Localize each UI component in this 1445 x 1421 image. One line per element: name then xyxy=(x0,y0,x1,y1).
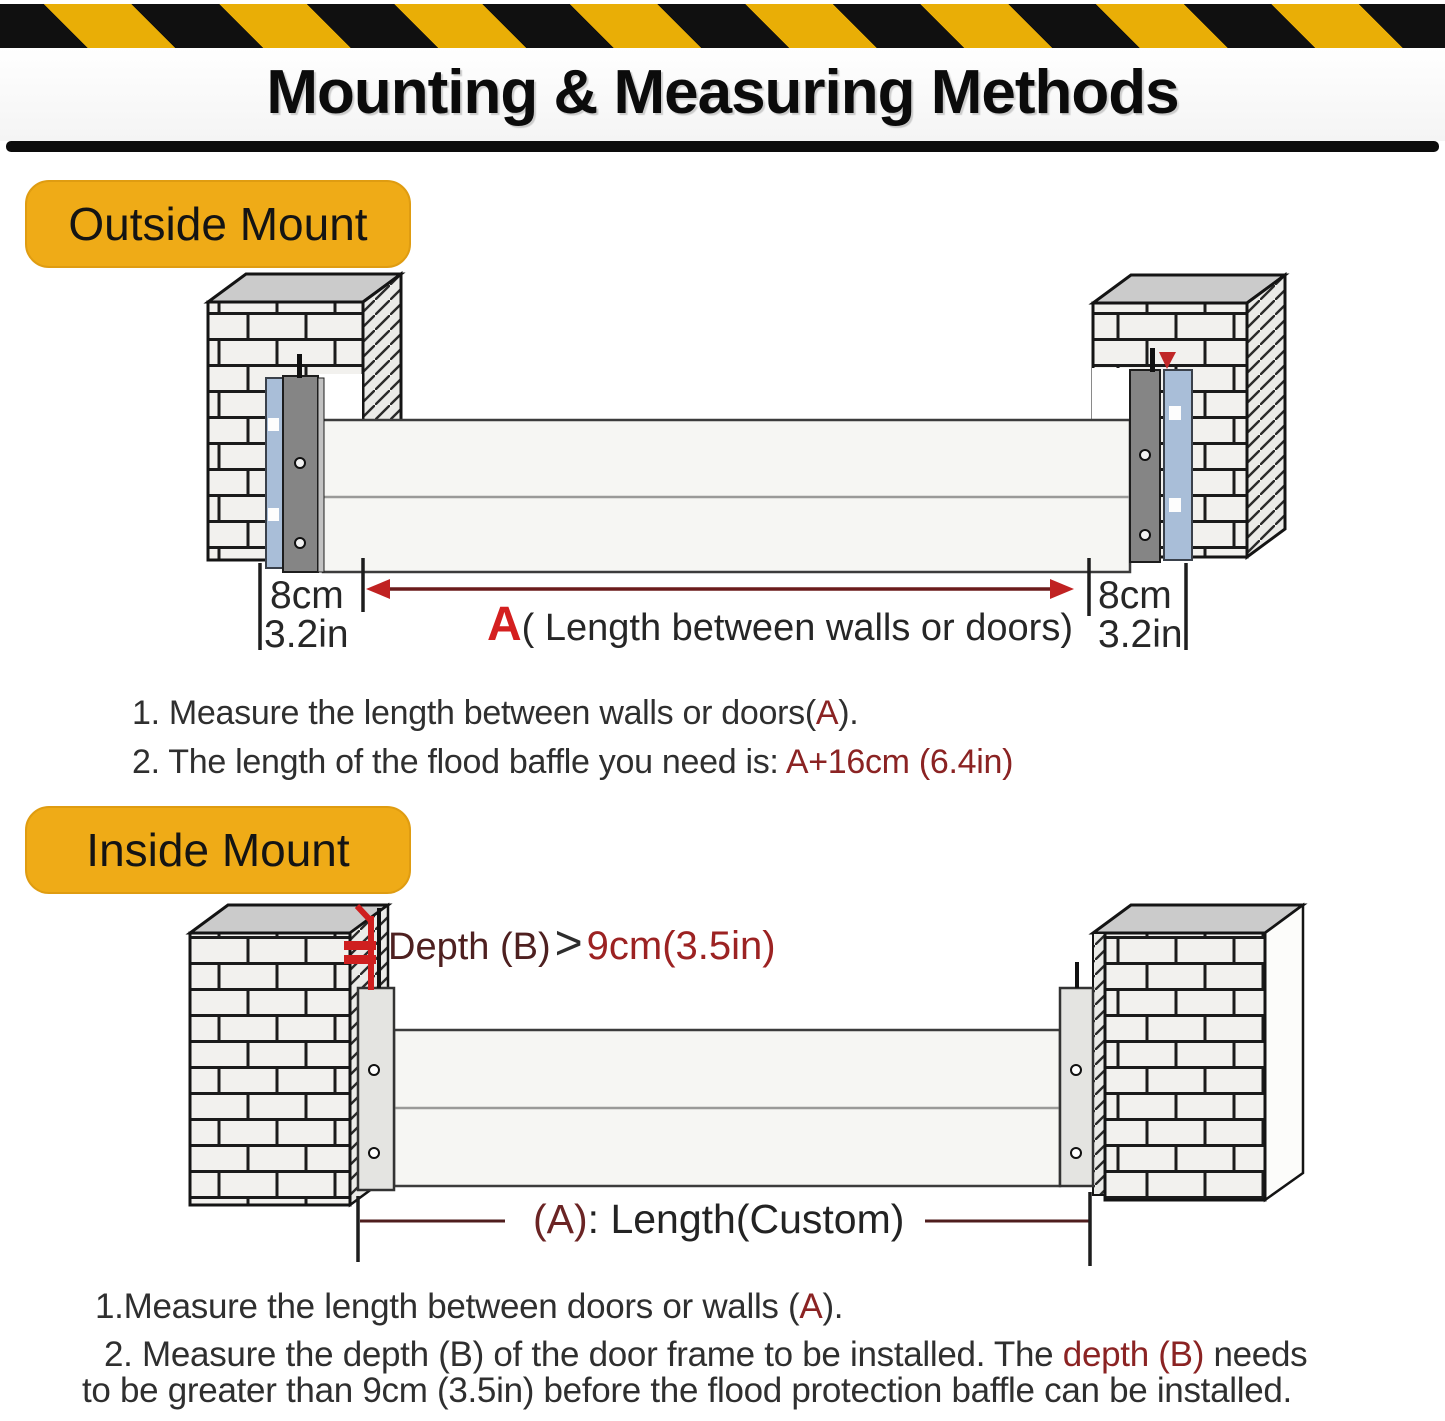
arrowhead-right xyxy=(1050,579,1074,599)
outside-span-label xyxy=(487,597,1073,652)
seal-bolt xyxy=(1169,498,1181,512)
screw-hole xyxy=(1140,530,1150,540)
pillar-front-face xyxy=(190,933,350,1205)
outside-step-2 xyxy=(132,743,1013,782)
screw-hole xyxy=(295,538,305,548)
screw-hole xyxy=(369,1148,379,1158)
inside-mount-label: Inside Mount xyxy=(25,806,411,894)
outside-right-dim-cm: 8cm xyxy=(1098,574,1172,617)
depth-note-value: 9cm(3.5in) xyxy=(586,924,776,968)
screw-hole xyxy=(1071,1148,1081,1158)
depth-note-label: Depth (B) xyxy=(388,926,551,968)
anchor-pin xyxy=(377,908,381,988)
arrowhead-left xyxy=(366,579,390,599)
step-highlight-a: A xyxy=(815,694,839,732)
outside-left-dim-cm: 8cm xyxy=(270,574,344,617)
step-text: 2. Measure the depth (B) of the door frame to be installed. The xyxy=(104,1335,1063,1374)
anchor-pin xyxy=(1075,962,1079,988)
span-label-text: : Length(Custom) xyxy=(587,1196,905,1242)
step-text: 1. Measure the length between walls or doors( xyxy=(132,694,816,732)
pillar-front-face xyxy=(1105,933,1265,1200)
step-highlight-a: A xyxy=(799,1287,823,1326)
outside-left-dim-inch: 3.2in xyxy=(264,613,349,656)
depth-marker-vertical xyxy=(368,916,374,990)
pillar-side-face xyxy=(1265,905,1303,1200)
step-highlight-formula: A+16cm (6.4in) xyxy=(785,743,1014,781)
step-text: ). xyxy=(838,694,859,732)
seal-strip xyxy=(266,378,283,568)
step-text: 1.Measure the length between doors or walls ( xyxy=(95,1287,800,1326)
pillar-inner-edge xyxy=(1093,933,1105,1195)
greater-than-sign: > xyxy=(554,917,583,970)
right-mounting-channel xyxy=(1130,348,1192,562)
pillar-side-face xyxy=(1247,275,1285,557)
channel-bar xyxy=(358,988,394,1190)
right-mounting-channel xyxy=(1060,962,1093,1186)
anchor-pin xyxy=(1150,348,1155,372)
right-brick-pillar xyxy=(1093,905,1303,1200)
span-label-a: A xyxy=(487,598,522,651)
flood-barrier-panels xyxy=(394,1030,1060,1186)
screw-hole xyxy=(1071,1065,1081,1075)
step-text: 2. The length of the flood baffle you need is: xyxy=(132,743,786,781)
screw-hole xyxy=(369,1065,379,1075)
outside-mount-label: Outside Mount xyxy=(25,180,411,268)
seal-bolt xyxy=(268,508,279,521)
step-text: ). xyxy=(822,1287,844,1326)
step-text: needs xyxy=(1204,1335,1308,1374)
outside-right-dim-inch: 3.2in xyxy=(1098,613,1183,656)
span-label-text: ( Length between walls or doors) xyxy=(521,607,1073,649)
inside-step-2-line-1 xyxy=(104,1335,1307,1375)
anchor-pin xyxy=(297,354,302,378)
channel-edge xyxy=(318,378,324,572)
page-title: Mounting & Measuring Methods xyxy=(266,58,1179,127)
depth-note xyxy=(388,916,776,971)
step-highlight-depth: depth (B) xyxy=(1062,1335,1205,1374)
seal-bolt xyxy=(268,418,279,431)
inside-span-label xyxy=(533,1196,904,1243)
flood-barrier-panels xyxy=(323,420,1130,572)
inside-step-1 xyxy=(95,1287,843,1327)
outside-step-1 xyxy=(132,694,858,733)
left-mounting-channel xyxy=(266,354,324,572)
seal-strip xyxy=(1164,370,1192,560)
screw-hole xyxy=(1140,450,1150,460)
seal-bolt xyxy=(1169,406,1181,420)
span-label-a: (A) xyxy=(533,1196,588,1242)
screw-hole xyxy=(295,458,305,468)
depth-marker-bar xyxy=(344,941,376,950)
depth-marker-bar xyxy=(344,955,376,964)
inside-step-2-line-2: to be greater than 9cm (3.5in) before the flood protection baffle can be installed. xyxy=(82,1371,1292,1410)
